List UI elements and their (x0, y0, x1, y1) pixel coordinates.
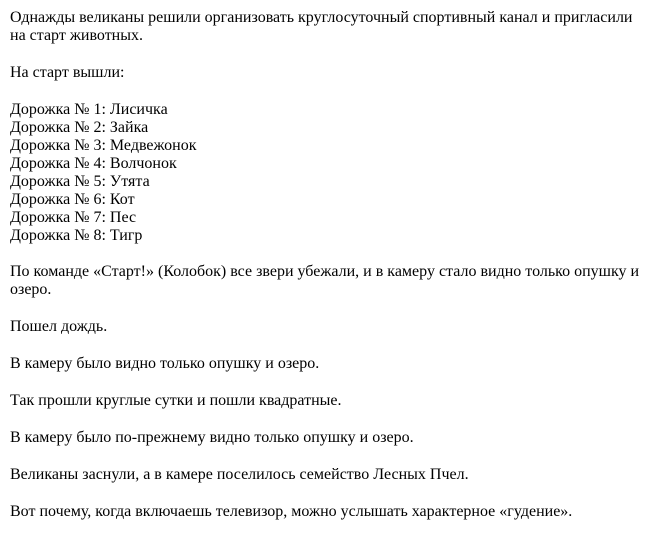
camera-still-paragraph: В камеру было по-прежнему видно только опушку и озеро. (10, 429, 414, 446)
lane-item: Дорожка № 7: Пес (10, 209, 137, 226)
document-body (10, 9, 650, 540)
bees-paragraph: Великаны заснули, а в камере поселилось семейство Лесных Пчел. (10, 466, 469, 483)
days-passed-paragraph: Так прошли круглые сутки и пошли квадратные. (10, 392, 342, 409)
lane-item: Дорожка № 1: Лисичка (10, 101, 168, 118)
lane-item: Дорожка № 8: Тигр (10, 227, 143, 244)
lane-item: Дорожка № 3: Медвежонок (10, 137, 197, 154)
lane-item: Дорожка № 4: Волчонок (10, 155, 177, 172)
camera-view-paragraph: В камеру было видно только опушку и озеро. (10, 355, 320, 372)
intro-paragraph: Однажды великаны решили организовать круглосуточный спортивный канал и пригласили на старт животных. (10, 9, 633, 44)
lane-item: Дорожка № 6: Кот (10, 191, 135, 208)
tv-buzz-paragraph: Вот почему, когда включаешь телевизор, можно услышать характерное «гудение». (10, 503, 573, 520)
start-command-paragraph: По команде «Старт!» (Колобок) все звери убежали, и в камеру стало видно только опушку и озеро. (10, 263, 640, 298)
rain-paragraph: Пошел дождь. (10, 318, 108, 335)
start-heading: На старт вышли: (10, 64, 125, 81)
lane-item: Дорожка № 2: Зайка (10, 119, 149, 136)
lane-item: Дорожка № 5: Утята (10, 173, 150, 190)
lanes-list (10, 101, 650, 245)
